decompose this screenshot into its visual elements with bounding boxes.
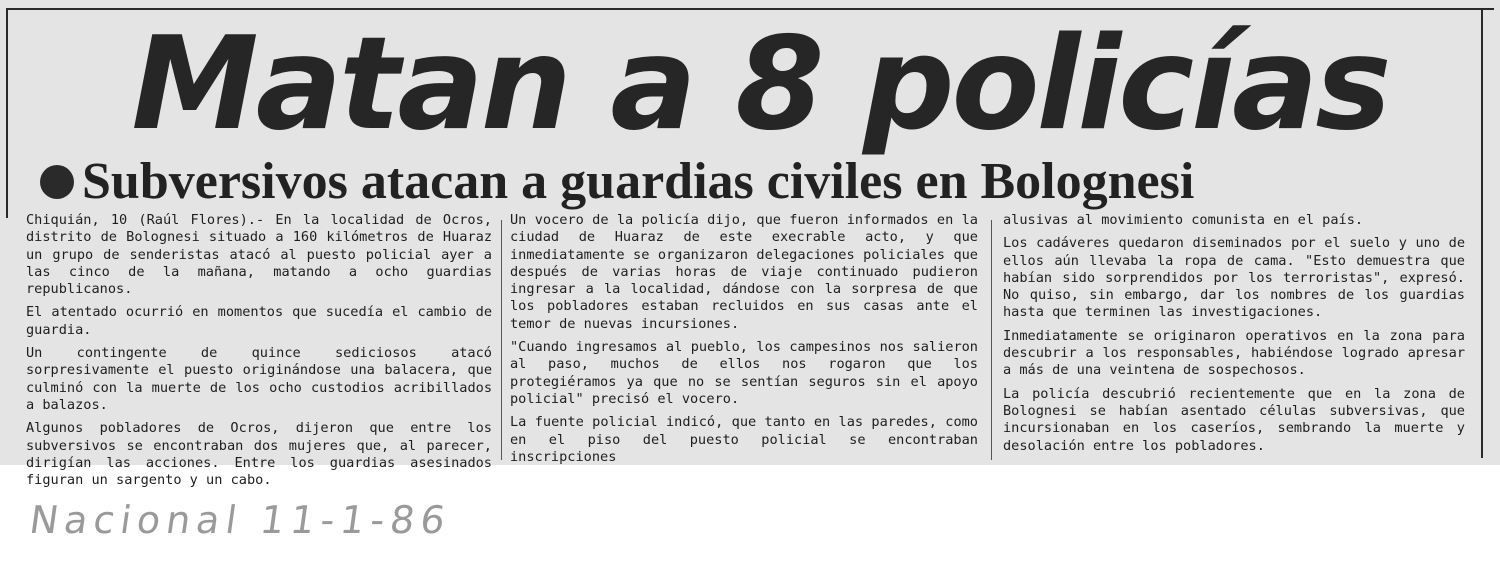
paragraph: Un vocero de la policía dijo, que fueron informados en la ciudad de Huaraz de este execrable acto, y que inmediatamente se organizaron delegaciones policiales que después de varias horas de viaje continuado pudieron ingresar a la localidad, dándose con la sorpresa de que los pobladores estaban recluidos en sus casas ante el temor de nuevas incursiones.	[510, 212, 978, 332]
column-divider	[991, 220, 992, 460]
article-column-3	[1003, 212, 1465, 462]
handwritten-note: Nacional 11-1-86	[26, 498, 454, 542]
bullet-icon	[40, 165, 74, 199]
article-column-2	[510, 212, 978, 465]
column-divider	[501, 220, 502, 460]
paragraph: La policía descubrió recientemente que en la zona de Bolognesi se habían asentado células subversivas, que incursionaban en los caseríos, sembrando la muerte y desolación entre los pobladores.	[1003, 385, 1465, 454]
paragraph: El atentado ocurrió en momentos que sucedía el cambio de guardia.	[26, 304, 492, 338]
paragraph: Inmediatamente se originaron operativos en la zona para descubrir a los responsables, habiéndose logrado apresar a más de una veintena de sospechosos.	[1003, 327, 1465, 379]
headline: Matan a 8 policías	[131, 10, 1389, 159]
paragraph: Chiquián, 10 (Raúl Flores).- En la localidad de Ocros, distrito de Bolognesi situado a 160 kilómetros de Huaraz un grupo de senderistas atacó al puesto policial ayer a las cinco de la mañana, matando a ocho guardias republicanos.	[26, 212, 492, 298]
left-border	[6, 8, 8, 218]
right-border	[1481, 8, 1483, 458]
deck-text: Subversivos atacan a guardias civiles en Bolognesi	[82, 153, 1195, 210]
article-column-1	[26, 212, 492, 489]
paragraph: Algunos pobladores de Ocros, dijeron que entre los subversivos se encontraban dos mujeres que, al parecer, dirigían las acciones. Entre los guardias asesinados figuran un sargento y un cabo.	[26, 420, 492, 489]
paragraph: La fuente policial indicó, que tanto en las paredes, como en el piso del puesto policial se encontraban inscripciones	[510, 414, 978, 465]
paragraph: alusivas al movimiento comunista en el país.	[1003, 212, 1364, 228]
paragraph: "Cuando ingresamos al pueblo, los campesinos nos salieron al paso, muchos de ellos nos rogaron que los protegiéramos ya que no se sentían seguros sin el apoyo policial" precisó el vocero.	[510, 339, 978, 407]
deck-subheadline	[40, 150, 1460, 214]
paragraph: Los cadáveres quedaron diseminados por el suelo y uno de ellos aún llevaba la ropa de cama. "Esto demuestra que habían sido sorprendidos por los terroristas", expresó. No quiso, sin embargo, dar los nombres de los guardias hasta que terminen las investigaciones.	[1003, 235, 1465, 321]
paragraph: Un contingente de quince sediciosos atacó sorpresivamente el puesto originándose una balacera, que culminó con la muerte de los ocho custodios acribillados a balazos.	[26, 345, 492, 413]
